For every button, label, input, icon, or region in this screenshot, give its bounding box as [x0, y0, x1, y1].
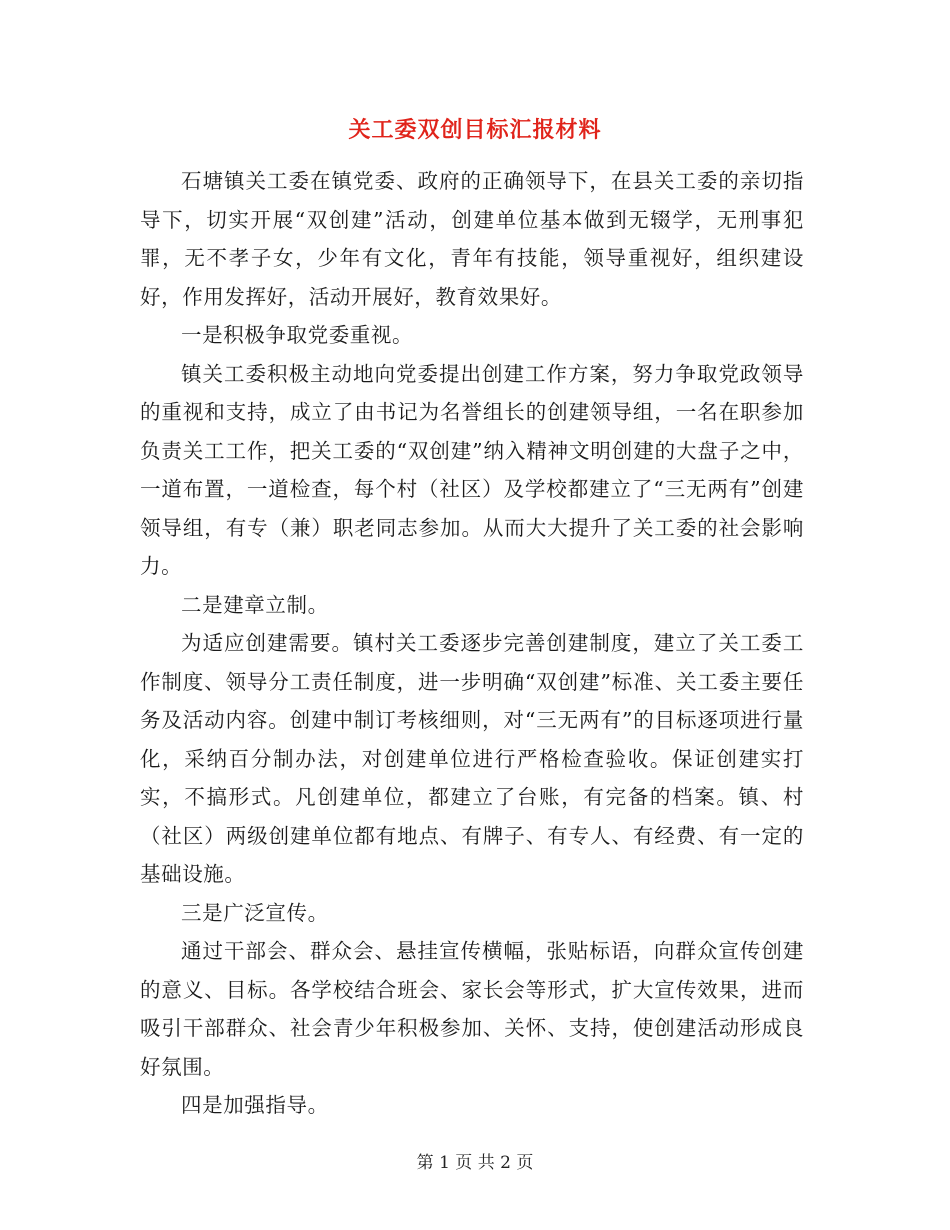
document-body: [140, 162, 804, 1125]
page-number-footer: 第 1 页 共 2 页: [416, 1153, 534, 1173]
section-heading: 一是积极争取党委重视。: [181, 323, 414, 347]
section-heading: 二是建章立制。: [181, 592, 329, 617]
paragraph: 为适应创建需要。镇村关工委逐步完善创建制度，建立了关工委工作制度、领导分工责任制度，进一步明确“双创建”标准、关工委主要任务及活动内容。创建中制订考核细则，对“三无两有”的目标逐项进行量化，采纳百分制办法，对创建单位进行严格检查验收。保证创建实打实，不搞形式。凡创建单位，都建立了台账，有完备的档案。镇、村（社区）两级创建单位都有地点、有牌子、有专人、有经费、有一定的基础设施。: [140, 631, 804, 886]
section-heading: 三是广泛宣传。: [181, 900, 329, 925]
section-heading: 四是加强指导。: [181, 1093, 329, 1117]
paragraph: 镇关工委积极主动地向党委提出创建工作方案，努力争取党政领导的重视和支持，成立了由书记为名誉组长的创建领导组，一名在职参加负责关工工作，把关工委的“双创建”纳入精神文明创建的大盘子之中，一道布置，一道检查，每个村（社区）及学校都建立了“三无两有”创建领导组，有专（兼）职老同志参加。从而大大提升了关工委的社会影响力。: [140, 361, 804, 578]
paragraph: 石塘镇关工委在镇党委、政府的正确领导下，在县关工委的亲切指导下，切实开展“双创建”活动，创建单位基本做到无辍学，无刑事犯罪，无不孝子女，少年有文化，青年有技能，领导重视好，组织建设好，作用发挥好，活动开展好，教育效果好。: [140, 169, 804, 309]
paragraph: 通过干部会、群众会、悬挂宣传横幅，张贴标语，向群众宣传创建的意义、目标。各学校结合班会、家长会等形式，扩大宣传效果，进而吸引干部群众、社会青少年积极参加、关怀、支持，使创建活动形成良好氛围。: [140, 939, 804, 1079]
document-title: 关工委双创目标汇报材料: [348, 117, 602, 143]
